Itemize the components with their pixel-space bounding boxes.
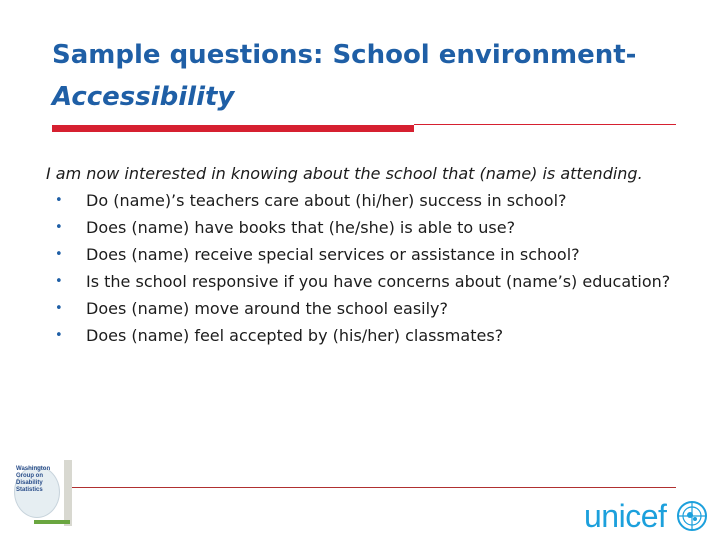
list-item (46, 214, 686, 241)
list-item (46, 187, 686, 214)
logo-text-line: Washington (16, 466, 51, 472)
question-text: Is the school responsive if you have concerns about (name’s) education? (86, 272, 671, 291)
footer-divider (70, 487, 676, 488)
unicef-logo (584, 496, 714, 536)
bullet-icon: • (55, 328, 63, 343)
unicef-wordmark: unicef (584, 498, 667, 534)
question-text: Does (name) receive special services or assistance in school? (86, 245, 580, 264)
bullet-icon: • (55, 193, 63, 208)
washington-group-logo (12, 460, 72, 526)
bullet-icon: • (55, 220, 63, 235)
title-line-1: Sample questions: School environment- (52, 40, 637, 70)
logo-text-line: Disability (16, 480, 43, 486)
title-underline-thin (414, 124, 676, 125)
title-line-2: Accessibility (52, 82, 235, 112)
title-underline-thick (52, 125, 414, 132)
bullet-icon: • (55, 301, 63, 316)
intro-text: I am now interested in knowing about the school that (name) is attending. (46, 164, 643, 183)
question-text: Does (name) feel accepted by (his/her) classmates? (86, 326, 504, 345)
washington-group-logo-text (16, 466, 64, 494)
question-text: Do (name)’s teachers care about (hi/her) success in school? (86, 191, 567, 210)
slide-title (52, 34, 692, 118)
bullet-icon: • (55, 274, 63, 289)
bullet-icon: • (55, 247, 63, 262)
question-list (46, 187, 686, 349)
list-item (46, 241, 686, 268)
logo-text-line: Group on (16, 473, 43, 479)
list-item (46, 322, 686, 349)
logo-pole-shape (64, 460, 72, 526)
list-item (46, 268, 686, 295)
slide-body (46, 160, 686, 349)
logo-base-shape (34, 520, 70, 524)
question-text: Does (name) have books that (he/she) is able to use? (86, 218, 516, 237)
logo-text-line: Statistics (16, 487, 43, 493)
unicef-emblem-icon (676, 500, 708, 532)
list-item (46, 295, 686, 322)
question-text: Does (name) move around the school easily? (86, 299, 448, 318)
